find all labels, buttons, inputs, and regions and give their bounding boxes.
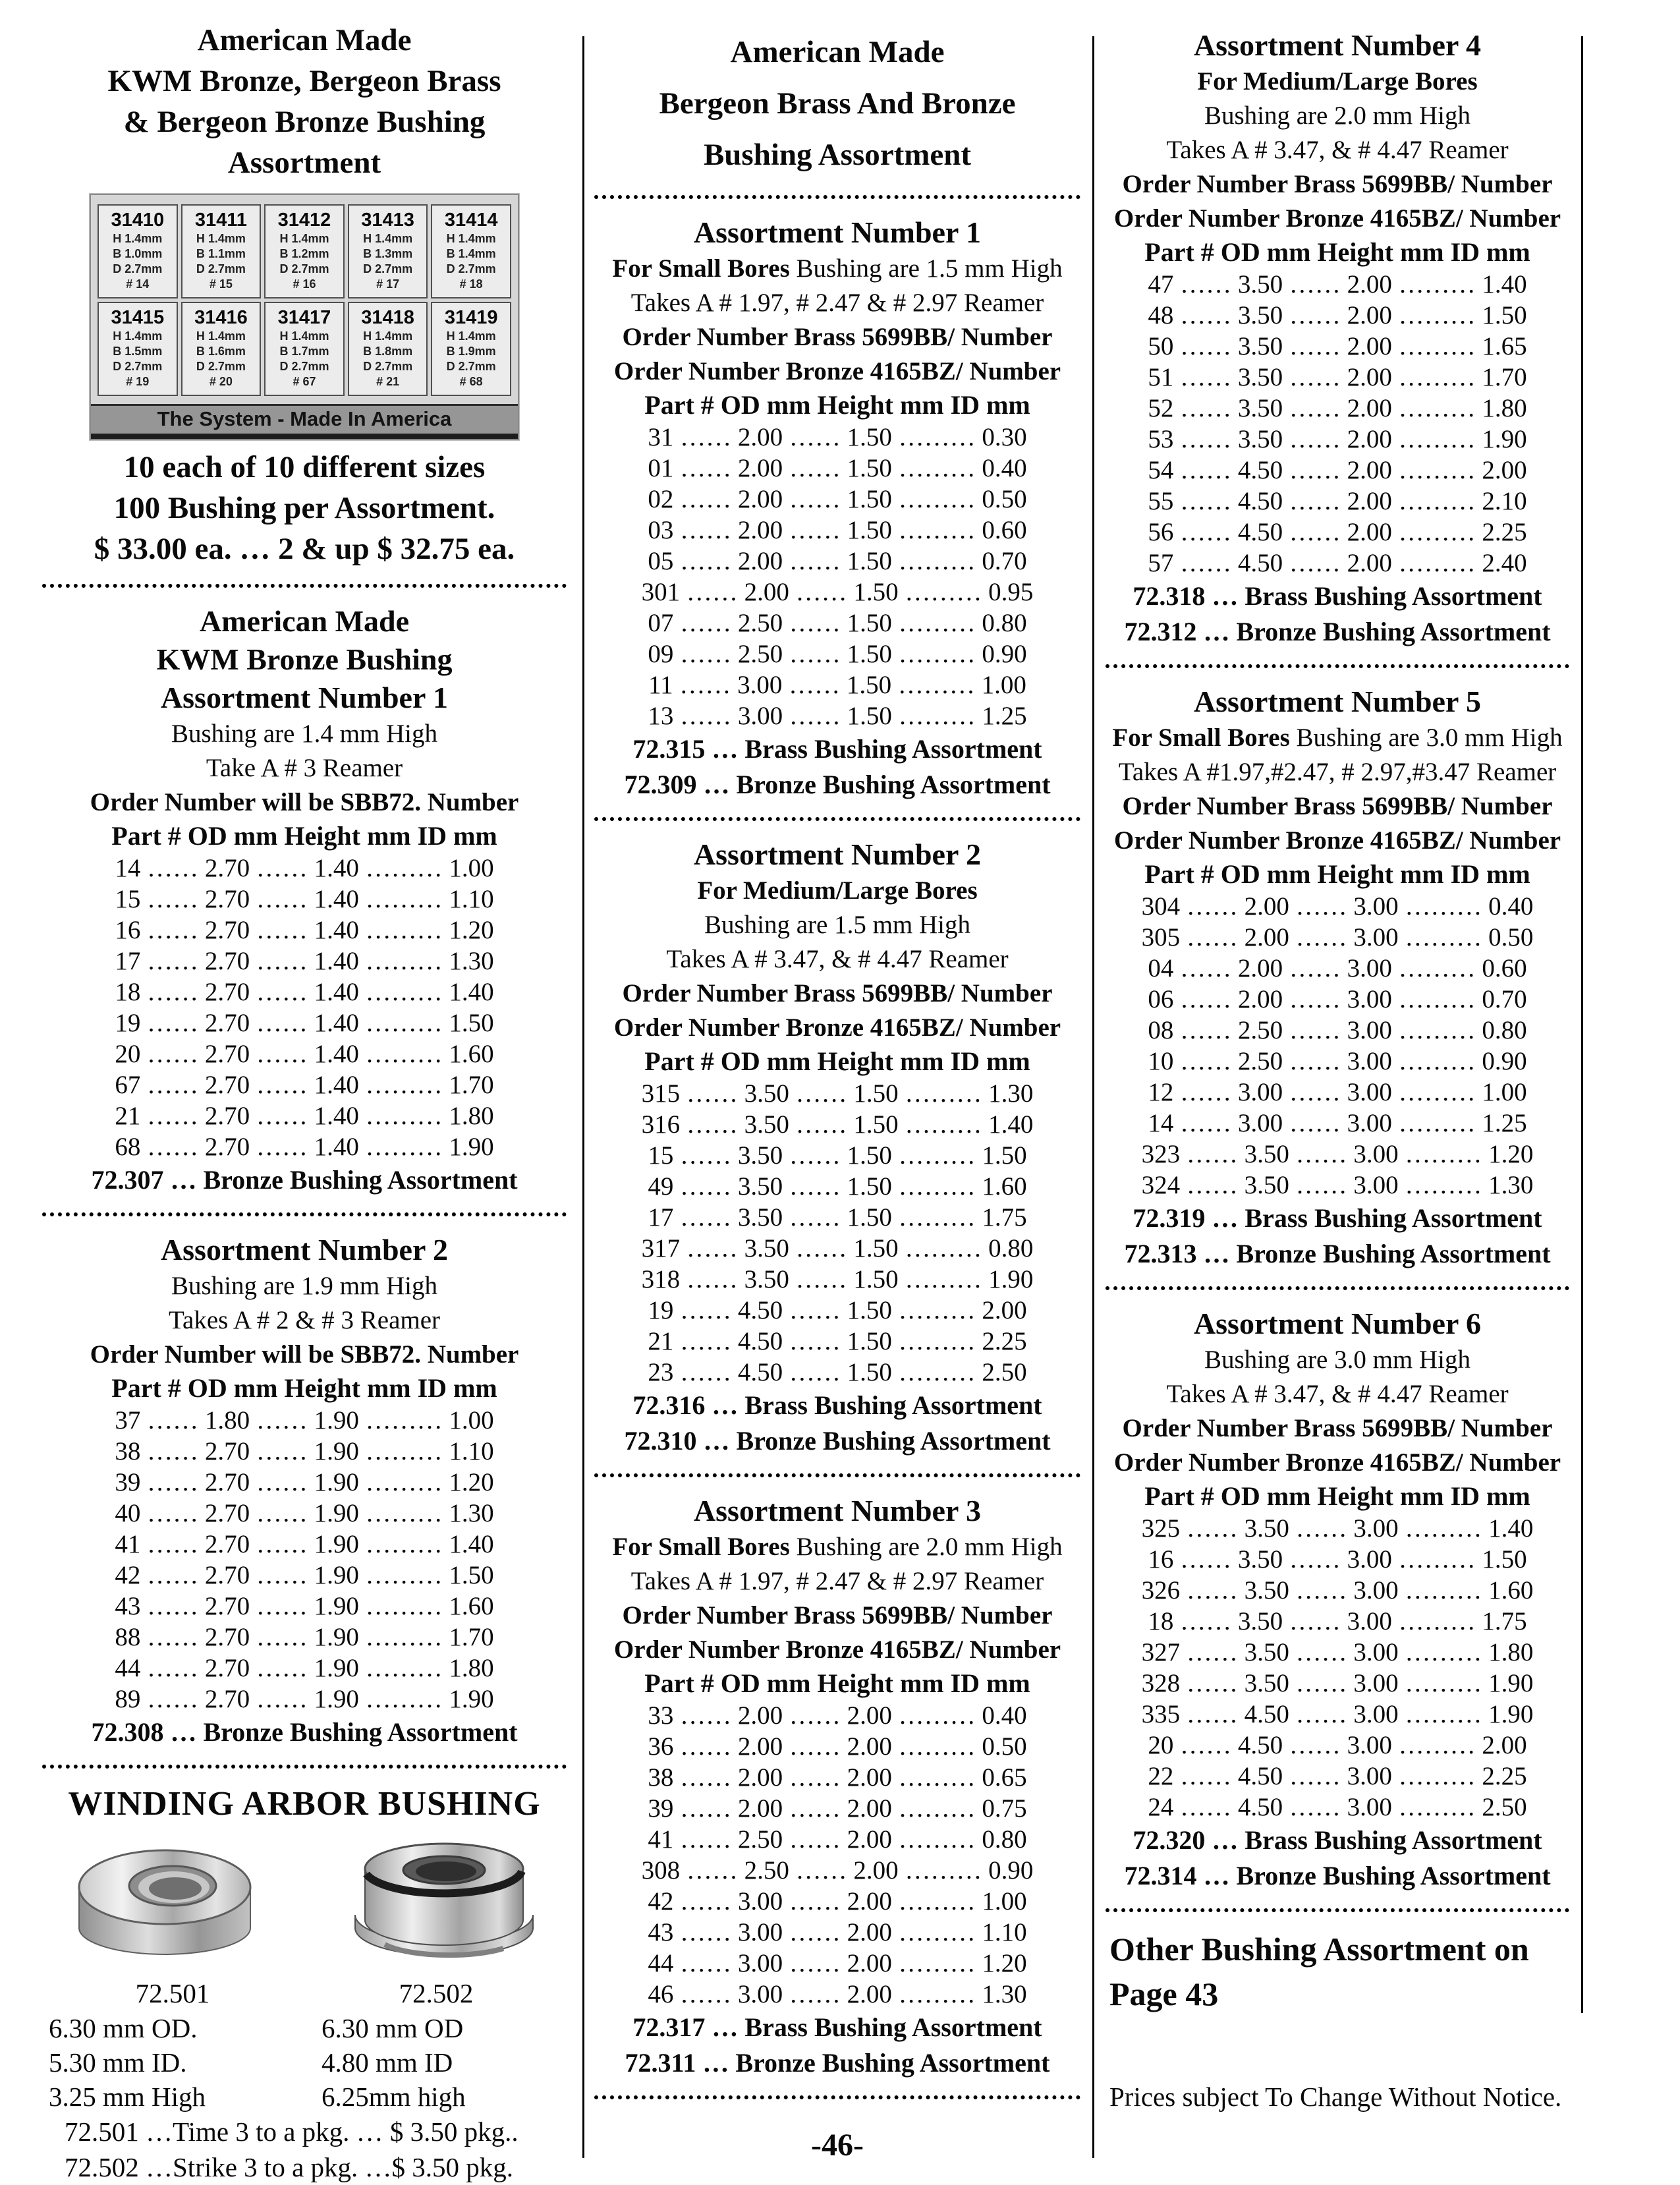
table-body (1104, 891, 1571, 1201)
table-row: 24 …… 4.50 …… 3.00 ……… 2.50 (1148, 1793, 1527, 1821)
box-cell-spec: D 2.7mm (196, 360, 246, 373)
column-1 (41, 20, 568, 2185)
lead-bold: For Small Bores (1112, 724, 1290, 752)
box-cell (264, 302, 345, 396)
table-row: 02 …… 2.00 …… 1.50 ……… 0.50 (648, 485, 1027, 513)
col1-title (41, 20, 568, 183)
box-cell-spec: H 1.4mm (279, 329, 329, 343)
winding-bushing-photo-72502 (339, 1829, 549, 1975)
text-line: Other Bushing Assortment on (1109, 1931, 1529, 1968)
order-brass-line: Order Number Brass 5699BB/ Number (622, 979, 1053, 1007)
text-line: 10 each of 10 different sizes (123, 450, 486, 484)
text-line: American Made (197, 23, 412, 57)
order-bronze-line: Order Number Bronze 4165BZ/ Number (613, 1013, 1061, 1042)
table-footer (593, 1388, 1082, 1459)
table-row: 20 …… 2.70 …… 1.40 ……… 1.60 (115, 1040, 494, 1068)
table-row: 46 …… 3.00 …… 2.00 ……… 1.30 (648, 1980, 1027, 2008)
dotted-divider (42, 1212, 567, 1216)
reamer-line: Takes A #1.97,#2.47, # 2.97,#3.47 Reamer (1118, 758, 1557, 786)
box-cell-number: 31419 (444, 307, 498, 328)
table-row: 41 …… 2.50 …… 2.00 ……… 0.80 (648, 1825, 1027, 1854)
box-cell-spec: D 2.7mm (446, 262, 496, 275)
text-line: 72.315 … Brass Bushing Assortment (632, 734, 1042, 764)
text-line: 72.308 … Bronze Bushing Assortment (91, 1717, 518, 1747)
text-line: $ 33.00 ea. … 2 & up $ 32.75 ea. (94, 532, 515, 566)
table-row: 17 …… 2.70 …… 1.40 ……… 1.30 (115, 947, 494, 975)
box-cell-spec: B 1.8mm (363, 345, 413, 358)
box-cell-spec: # 16 (293, 277, 316, 291)
text-line: KWM Bronze Bushing (156, 642, 453, 676)
winding-specs-1 (41, 2011, 295, 2114)
text-line: Assortment Number 2 (160, 1233, 449, 1266)
column-2 (593, 26, 1082, 2163)
text-line: 72.502 …Strike 3 to a pkg. …$ 3.50 pkg. (65, 2152, 514, 2182)
table-row: 01 …… 2.00 …… 1.50 ……… 0.40 (648, 454, 1027, 482)
table-row: 13 …… 3.00 …… 1.50 ……… 1.25 (648, 702, 1027, 730)
page-right-border (1581, 36, 1583, 2013)
box-cell-number: 31412 (277, 210, 331, 231)
box-cell-spec: B 1.7mm (279, 345, 329, 358)
box-cell-spec: B 1.0mm (113, 247, 163, 260)
section-heading: Assortment Number 5 (1193, 685, 1482, 718)
winding-specs (41, 2011, 568, 2114)
table-row: 328 …… 3.50 …… 3.00 ……… 1.90 (1141, 1669, 1534, 1697)
table-row: 38 …… 2.00 …… 2.00 ……… 0.65 (648, 1763, 1027, 1792)
box-cell (181, 302, 262, 396)
text-line: Bushing Assortment (703, 138, 972, 172)
table-row: 39 …… 2.70 …… 1.90 ……… 1.20 (115, 1468, 494, 1496)
section-heading: Assortment Number 2 (693, 837, 982, 871)
text-line: Assortment (227, 146, 381, 180)
box-cell-spec: H 1.4mm (363, 329, 413, 343)
table-row: 10 …… 2.50 …… 3.00 ……… 0.90 (1148, 1047, 1527, 1075)
table-row: 36 …… 2.00 …… 2.00 ……… 0.50 (648, 1732, 1027, 1761)
box-cell-spec: B 1.9mm (446, 345, 496, 358)
box-cell-spec: B 1.4mm (446, 247, 496, 260)
bores-line: For Medium/Large Bores (697, 876, 978, 905)
box-cell-number: 31410 (111, 210, 165, 231)
lead-bold: For Small Bores (612, 1533, 790, 1561)
winding-arbor-section (41, 1783, 568, 2185)
box-cell-spec: D 2.7mm (113, 360, 163, 373)
table-row: 68 …… 2.70 …… 1.40 ……… 1.90 (115, 1133, 494, 1161)
winding-bushing-photo-72501 (59, 1829, 270, 1975)
table-row: 07 …… 2.50 …… 1.50 ……… 0.80 (648, 609, 1027, 637)
lead-rest: Bushing are 3.0 mm High (1289, 724, 1563, 752)
section-heading (41, 1231, 568, 1269)
table-footer (593, 2010, 1082, 2081)
box-cell (348, 302, 428, 396)
box-cell-spec: D 2.7mm (113, 262, 163, 275)
order-brass-line: Order Number Brass 5699BB/ Number (622, 323, 1053, 351)
winding-arbor-title: WINDING ARBOR BUSHING (68, 1785, 541, 1823)
table-header: Part # OD mm Height mm ID mm (111, 1373, 497, 1403)
dotted-divider (1106, 664, 1569, 668)
table-footer (593, 731, 1082, 803)
text-line: 72.501 …Time 3 to a pkg. … $ 3.50 pkg.. (65, 2116, 518, 2147)
text-line: 72.320 … Brass Bushing Assortment (1133, 1825, 1542, 1855)
box-cell-spec: D 2.7mm (363, 262, 413, 275)
table-row: 17 …… 3.50 …… 1.50 ……… 1.75 (648, 1203, 1027, 1232)
dotted-divider (594, 2095, 1080, 2099)
winding-photos (41, 1825, 568, 1975)
table-row: 54 …… 4.50 …… 2.00 ……… 2.00 (1148, 456, 1527, 484)
text-line: 5.30 mm ID. (49, 2047, 187, 2078)
table-row: 06 …… 2.00 …… 3.00 ……… 0.70 (1148, 985, 1527, 1013)
box-cell-number: 31418 (361, 307, 414, 328)
box-cell-spec: B 1.2mm (279, 247, 329, 260)
text-line: 72.318 … Brass Bushing Assortment (1133, 581, 1542, 611)
lead-bold: For Small Bores (612, 254, 790, 283)
table-row: 88 …… 2.70 …… 1.90 ……… 1.70 (115, 1623, 494, 1651)
table-footer (1104, 1823, 1571, 1894)
table-row: 49 …… 3.50 …… 1.50 ……… 1.60 (648, 1172, 1027, 1201)
table-row: 08 …… 2.50 …… 3.00 ……… 0.80 (1148, 1016, 1527, 1044)
box-cell-spec: # 18 (459, 277, 483, 291)
table-row: 37 …… 1.80 …… 1.90 ……… 1.00 (115, 1406, 494, 1434)
table-row: 19 …… 2.70 …… 1.40 ……… 1.50 (115, 1009, 494, 1037)
table-body (41, 853, 568, 1162)
text-line: Page 43 (1109, 1975, 1219, 2012)
table-row: 53 …… 3.50 …… 2.00 ……… 1.90 (1148, 425, 1527, 453)
text-line: 3.25 mm High (49, 2082, 206, 2112)
text-line: American Made (730, 35, 945, 69)
table-body (1104, 269, 1571, 579)
table-row: 16 …… 3.50 …… 3.00 ……… 1.50 (1148, 1545, 1527, 1574)
dotted-divider (42, 584, 567, 588)
table-header: Part # OD mm Height mm ID mm (644, 1046, 1030, 1076)
height-line: Bushing are 2.0 mm High (1204, 101, 1471, 130)
reamer-line: Takes A # 1.97, # 2.47 & # 2.97 Reamer (630, 1567, 1044, 1595)
table-row: 21 …… 4.50 …… 1.50 ……… 2.25 (648, 1327, 1027, 1355)
dotted-divider (1106, 1286, 1569, 1290)
table-footer (1104, 1201, 1571, 1272)
column-divider-left (582, 36, 584, 2158)
table-row: 15 …… 3.50 …… 1.50 ……… 1.50 (648, 1141, 1027, 1170)
table-row: 18 …… 3.50 …… 3.00 ……… 1.75 (1148, 1607, 1527, 1635)
table-row: 15 …… 2.70 …… 1.40 ……… 1.10 (115, 885, 494, 913)
col1-section-1 (41, 602, 568, 1198)
table-row: 301 …… 2.00 …… 1.50 ……… 0.95 (641, 578, 1034, 606)
box-cell (98, 204, 178, 298)
dotted-divider (42, 1765, 567, 1769)
lead-rest: Bushing are 2.0 mm High (789, 1533, 1063, 1561)
box-cell-spec: # 17 (376, 277, 400, 291)
table-row: 324 …… 3.50 …… 3.00 ……… 1.30 (1141, 1171, 1534, 1199)
box-caption: The System - Made In America (91, 404, 518, 439)
prices-note: Prices subject To Change Without Notice. (1109, 2082, 1562, 2112)
section-lead (1104, 721, 1571, 755)
reamer-line: Takes A # 1.97, # 2.47 & # 2.97 Reamer (630, 289, 1044, 317)
table-header: Part # OD mm Height mm ID mm (111, 821, 497, 851)
table-body (593, 1078, 1082, 1388)
box-cell-spec: B 1.3mm (363, 247, 413, 260)
table-row: 51 …… 3.50 …… 2.00 ……… 1.70 (1148, 363, 1527, 391)
box-grid (98, 204, 511, 396)
table-row: 20 …… 4.50 …… 3.00 ……… 2.00 (1148, 1731, 1527, 1759)
dotted-divider (594, 817, 1080, 821)
order-number-line: Order Number will be SBB72. Number (90, 788, 519, 816)
dotted-divider (594, 1473, 1080, 1477)
text-line: Bushing are 1.4 mm High (171, 720, 438, 748)
box-cell-spec: # 20 (209, 375, 233, 388)
assortment-1-section (593, 213, 1082, 803)
column-divider-right (1092, 36, 1094, 2158)
table-body (41, 1405, 568, 1715)
table-row: 11 …… 3.00 …… 1.50 ……… 1.00 (648, 671, 1026, 699)
table-row: 22 …… 4.50 …… 3.00 ……… 2.25 (1148, 1762, 1527, 1790)
box-cell-spec: H 1.4mm (196, 329, 246, 343)
box-cell-spec: D 2.7mm (363, 360, 413, 373)
bushing-assortment-box-photo (90, 194, 519, 440)
box-cell-spec: H 1.4mm (446, 329, 496, 343)
text-line: 72.319 … Brass Bushing Assortment (1133, 1203, 1542, 1233)
text-line: Take A # 3 Reamer (206, 754, 403, 782)
order-bronze-line: Order Number Bronze 4165BZ/ Number (1113, 826, 1561, 855)
text-line: 72.312 … Bronze Bushing Assortment (1124, 617, 1551, 646)
col2-title (593, 26, 1082, 181)
table-row: 44 …… 2.70 …… 1.90 ……… 1.80 (115, 1654, 494, 1682)
box-cell-spec: H 1.4mm (196, 232, 246, 245)
text-line: 6.30 mm OD (322, 2013, 464, 2043)
table-row: 14 …… 3.00 …… 3.00 ……… 1.25 (1148, 1109, 1527, 1137)
text-line: 72.310 … Bronze Bushing Assortment (624, 1426, 1051, 1456)
table-row: 335 …… 4.50 …… 3.00 ……… 1.90 (1141, 1700, 1534, 1728)
text-line: American Made (199, 604, 410, 638)
table-row: 52 …… 3.50 …… 2.00 ……… 1.80 (1148, 394, 1527, 422)
table-row: 56 …… 4.50 …… 2.00 ……… 2.25 (1148, 518, 1527, 546)
text-line: 100 Bushing per Assortment. (113, 491, 495, 525)
table-row: 33 …… 2.00 …… 2.00 ……… 0.40 (648, 1701, 1027, 1730)
assortment-5-section (1104, 683, 1571, 1272)
section-heading: Assortment Number 3 (693, 1494, 982, 1527)
table-header: Part # OD mm Height mm ID mm (1144, 859, 1530, 889)
table-header: Part # OD mm Height mm ID mm (644, 1668, 1030, 1698)
text-line: 6.25mm high (322, 2082, 466, 2112)
table-footer (1104, 579, 1571, 650)
box-cell (348, 204, 428, 298)
assortment-3-section (593, 1492, 1082, 2081)
box-cell (431, 204, 511, 298)
text-line: 4.80 mm ID (322, 2047, 453, 2078)
section-lead (593, 1530, 1082, 1564)
table-row: 41 …… 2.70 …… 1.90 ……… 1.40 (115, 1530, 494, 1558)
table-row: 16 …… 2.70 …… 1.40 ……… 1.20 (115, 916, 494, 944)
table-row: 43 …… 2.70 …… 1.90 ……… 1.60 (115, 1592, 494, 1620)
text-line: 72.313 … Bronze Bushing Assortment (1124, 1239, 1551, 1268)
order-number-line: Order Number will be SBB72. Number (90, 1340, 519, 1369)
page-number: -46- (811, 2128, 864, 2163)
order-brass-line: Order Number Brass 5699BB/ Number (622, 1601, 1053, 1630)
box-cell-number: 31417 (277, 307, 331, 328)
table-row: 317 …… 3.50 …… 1.50 ……… 0.80 (641, 1234, 1034, 1263)
box-cell-spec: B 1.5mm (113, 345, 163, 358)
box-cell-spec: D 2.7mm (196, 262, 246, 275)
table-body (593, 1700, 1082, 2010)
order-bronze-line: Order Number Bronze 4165BZ/ Number (1113, 204, 1561, 233)
section-heading: Assortment Number 4 (1193, 28, 1482, 62)
table-row: 308 …… 2.50 …… 2.00 ……… 0.90 (641, 1856, 1034, 1885)
table-row: 23 …… 4.50 …… 1.50 ……… 2.50 (648, 1358, 1027, 1386)
table-row: 327 …… 3.50 …… 3.00 ……… 1.80 (1141, 1638, 1534, 1666)
lead-rest: Bushing are 1.5 mm High (789, 254, 1063, 283)
assortment-6-section (1104, 1305, 1571, 1894)
table-row: 42 …… 3.00 …… 2.00 ……… 1.00 (648, 1887, 1027, 1915)
table-row: 21 …… 2.70 …… 1.40 ……… 1.80 (115, 1102, 494, 1130)
table-row: 42 …… 2.70 …… 1.90 ……… 1.50 (115, 1561, 494, 1589)
table-row: 326 …… 3.50 …… 3.00 ……… 1.60 (1141, 1576, 1534, 1604)
height-line: Bushing are 3.0 mm High (1204, 1346, 1471, 1374)
col1-section-2 (41, 1231, 568, 1750)
table-row: 67 …… 2.70 …… 1.40 ……… 1.70 (115, 1071, 494, 1099)
text-line: 72.314 … Bronze Bushing Assortment (1124, 1861, 1551, 1890)
other-assortment-note (1104, 1927, 1571, 2016)
table-body (593, 422, 1082, 731)
table-row: 14 …… 2.70 …… 1.40 ……… 1.00 (115, 854, 494, 882)
text-line: Bushing are 1.9 mm High (171, 1272, 438, 1300)
assortment-2-section (593, 836, 1082, 1459)
order-bronze-line: Order Number Bronze 4165BZ/ Number (1113, 1448, 1561, 1477)
winding-captions (41, 1975, 568, 2011)
box-cell-spec: D 2.7mm (446, 360, 496, 373)
table-row: 48 …… 3.50 …… 2.00 ……… 1.50 (1148, 301, 1527, 329)
table-row: 18 …… 2.70 …… 1.40 ……… 1.40 (115, 978, 494, 1006)
order-bronze-line: Order Number Bronze 4165BZ/ Number (613, 357, 1061, 385)
table-row: 305 …… 2.00 …… 3.00 ……… 0.50 (1141, 923, 1534, 951)
table-row: 304 …… 2.00 …… 3.00 ……… 0.40 (1141, 892, 1534, 921)
text-line: 72.309 … Bronze Bushing Assortment (624, 770, 1051, 799)
text-line: KWM Bronze, Bergeon Brass (107, 64, 501, 98)
text-line: 72.317 … Brass Bushing Assortment (632, 2012, 1042, 2042)
text-line: 6.30 mm OD. (49, 2013, 198, 2043)
table-row: 47 …… 3.50 …… 2.00 ……… 1.40 (1148, 270, 1527, 298)
order-brass-line: Order Number Brass 5699BB/ Number (1122, 170, 1553, 198)
box-cell-spec: B 1.6mm (196, 345, 246, 358)
table-row: 04 …… 2.00 …… 3.00 ……… 0.60 (1148, 954, 1527, 982)
table-row: 55 …… 4.50 …… 2.00 ……… 2.10 (1148, 487, 1527, 515)
dotted-divider (594, 195, 1080, 199)
box-cell (98, 302, 178, 396)
table-footer (41, 1715, 568, 1750)
box-cell-spec: # 15 (209, 277, 233, 291)
table-row: 50 …… 3.50 …… 2.00 ……… 1.65 (1148, 332, 1527, 360)
table-row: 318 …… 3.50 …… 1.50 ……… 1.90 (641, 1265, 1034, 1293)
section-heading (41, 602, 568, 717)
table-row: 316 …… 3.50 …… 1.50 ……… 1.40 (641, 1110, 1034, 1139)
text-line: Bergeon Brass And Bronze (659, 86, 1016, 121)
table-header: Part # OD mm Height mm ID mm (1144, 237, 1530, 267)
winding-specs-2 (295, 2011, 568, 2114)
box-cell-spec: D 2.7mm (279, 360, 329, 373)
text-line: Takes A # 2 & # 3 Reamer (168, 1306, 441, 1334)
box-cell-spec: H 1.4mm (363, 232, 413, 245)
text-line: 72.307 … Bronze Bushing Assortment (91, 1165, 518, 1195)
box-cell (181, 204, 262, 298)
table-row: 323 …… 3.50 …… 3.00 ……… 1.20 (1141, 1140, 1534, 1168)
box-cell-spec: # 68 (459, 375, 483, 388)
box-cell-spec: H 1.4mm (279, 232, 329, 245)
reamer-line: Takes A # 3.47, & # 4.47 Reamer (666, 945, 1009, 973)
section-lead (593, 252, 1082, 286)
table-row: 44 …… 3.00 …… 2.00 ……… 1.20 (648, 1949, 1027, 1977)
height-line: Bushing are 1.5 mm High (704, 911, 971, 939)
box-cell-spec: D 2.7mm (279, 262, 329, 275)
table-row: 39 …… 2.00 …… 2.00 ……… 0.75 (648, 1794, 1027, 1823)
column-3 (1104, 26, 1571, 2114)
box-cell-spec: B 1.1mm (196, 247, 246, 260)
box-cell (431, 302, 511, 396)
table-header: Part # OD mm Height mm ID mm (1144, 1481, 1530, 1511)
table-header: Part # OD mm Height mm ID mm (644, 390, 1030, 420)
table-row: 03 …… 2.00 …… 1.50 ……… 0.60 (648, 516, 1027, 544)
section-subtitle (41, 1269, 568, 1338)
table-row: 12 …… 3.00 …… 3.00 ……… 1.00 (1148, 1078, 1527, 1106)
section-subtitle (41, 717, 568, 785)
table-footer (41, 1162, 568, 1198)
table-row: 19 …… 4.50 …… 1.50 ……… 2.00 (648, 1296, 1027, 1324)
table-row: 315 …… 3.50 …… 1.50 ……… 1.30 (641, 1079, 1034, 1108)
box-cell-number: 31414 (444, 210, 498, 231)
flanged-bushing-illustration (59, 1829, 270, 1975)
box-cell-spec: H 1.4mm (113, 329, 163, 343)
text-line: 72.316 … Brass Bushing Assortment (632, 1390, 1042, 1420)
order-brass-line: Order Number Brass 5699BB/ Number (1122, 1414, 1553, 1442)
box-cell-spec: # 14 (126, 277, 150, 291)
bores-line: For Medium/Large Bores (1197, 67, 1478, 96)
box-cell-spec: H 1.4mm (113, 232, 163, 245)
text-line: & Bergeon Bronze Bushing (123, 105, 486, 139)
table-row: 89 …… 2.70 …… 1.90 ……… 1.90 (115, 1685, 494, 1713)
table-row: 57 …… 4.50 …… 2.00 ……… 2.40 (1148, 549, 1527, 577)
table-body (1104, 1513, 1571, 1823)
box-cell-number: 31411 (194, 210, 247, 231)
table-row: 325 …… 3.50 …… 3.00 ……… 1.40 (1141, 1514, 1534, 1543)
reamer-line: Takes A # 3.47, & # 4.47 Reamer (1166, 1380, 1509, 1408)
section-heading: Assortment Number 6 (1193, 1307, 1482, 1340)
text-line: Assortment Number 1 (160, 681, 449, 714)
box-cell-spec: # 67 (293, 375, 316, 388)
table-row: 38 …… 2.70 …… 1.90 ……… 1.10 (115, 1437, 494, 1465)
box-cell-number: 31415 (111, 307, 165, 328)
table-row: 40 …… 2.70 …… 1.90 ……… 1.30 (115, 1499, 494, 1527)
section-heading: Assortment Number 1 (693, 215, 982, 249)
dotted-divider (1106, 1908, 1569, 1912)
col1-info (41, 447, 568, 569)
text-line: 72.311 … Bronze Bushing Assortment (625, 2048, 1050, 2078)
box-cell (264, 204, 345, 298)
winding-code-2: 72.502 (399, 1978, 474, 2008)
box-cell-number: 31416 (194, 307, 248, 328)
box-cell-number: 31413 (361, 210, 414, 231)
box-cell-spec: # 21 (376, 375, 400, 388)
order-bronze-line: Order Number Bronze 4165BZ/ Number (613, 1635, 1061, 1664)
table-row: 31 …… 2.00 …… 1.50 ……… 0.30 (648, 423, 1027, 451)
table-row: 43 …… 3.00 …… 2.00 ……… 1.10 (648, 1918, 1027, 1946)
box-cell-spec: # 19 (126, 375, 150, 388)
winding-code-1: 72.501 (135, 1978, 210, 2008)
reamer-line: Takes A # 3.47, & # 4.47 Reamer (1166, 136, 1509, 164)
assortment-4-section (1104, 26, 1571, 650)
table-row: 05 …… 2.00 …… 1.50 ……… 0.70 (648, 547, 1027, 575)
box-cell-spec: H 1.4mm (446, 232, 496, 245)
grooved-bushing-illustration (339, 1829, 549, 1975)
table-row: 09 …… 2.50 …… 1.50 ……… 0.90 (648, 640, 1027, 668)
order-brass-line: Order Number Brass 5699BB/ Number (1122, 792, 1553, 820)
